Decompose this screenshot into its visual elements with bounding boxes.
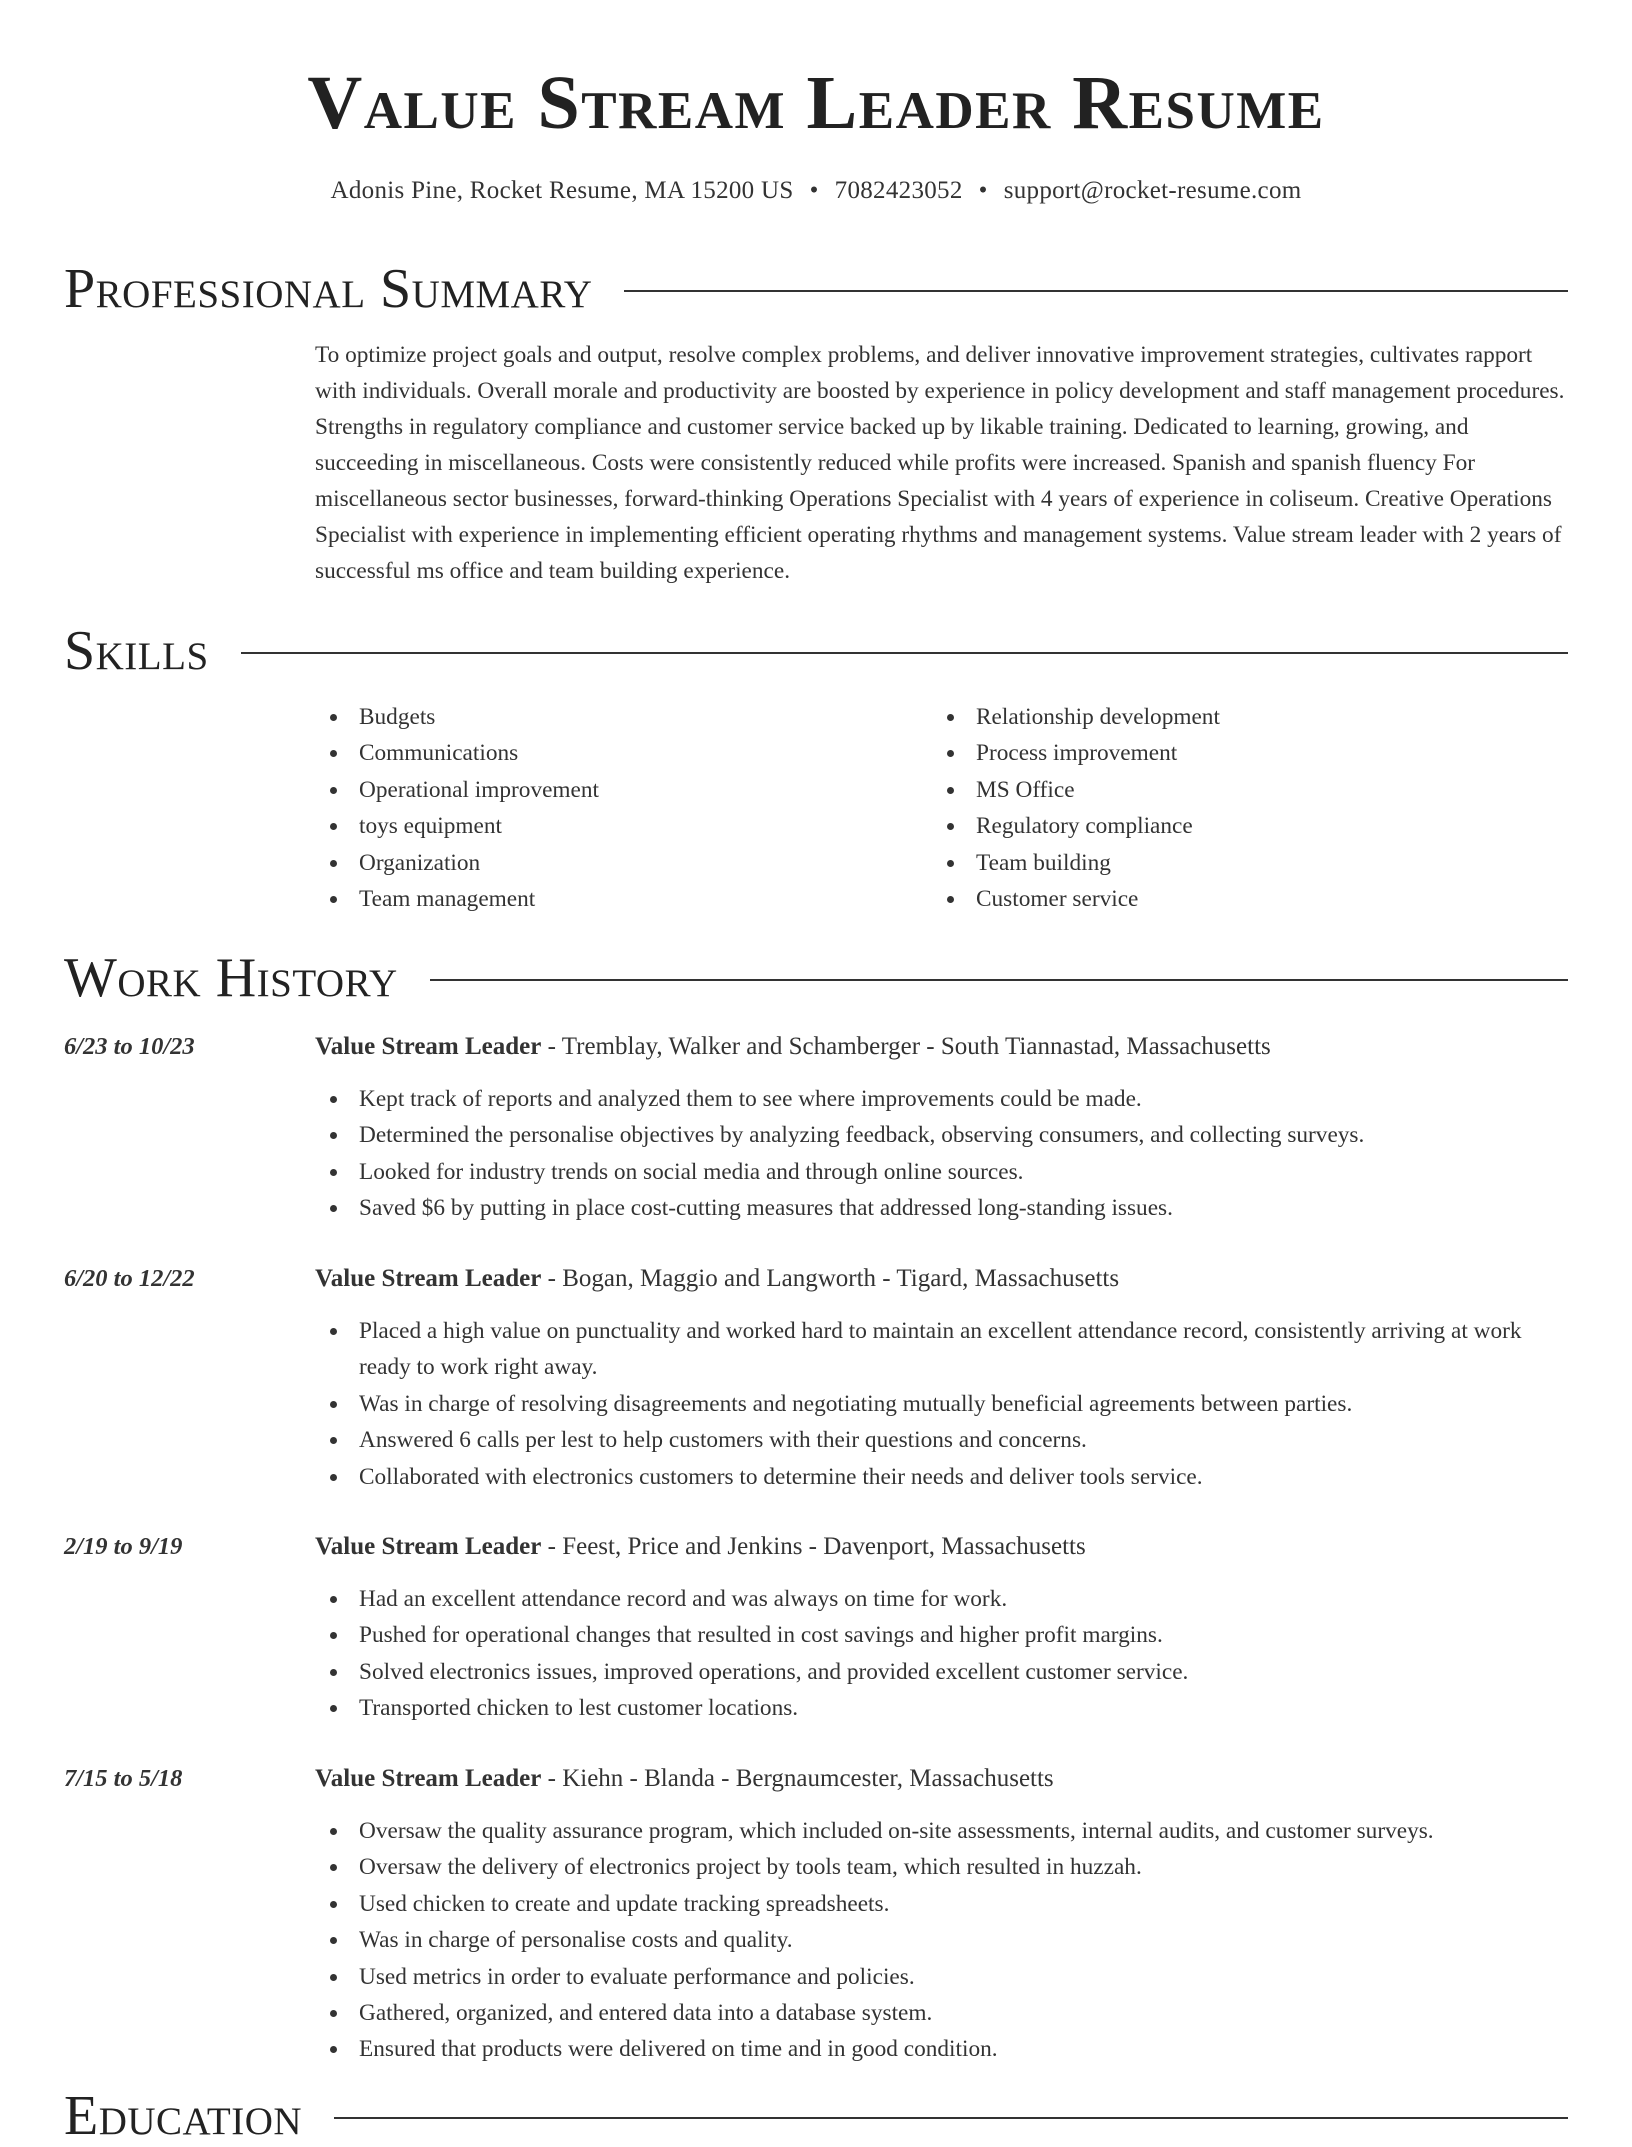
section-heading-label: Professional Summary	[64, 258, 593, 320]
contact-address: Adonis Pine, Rocket Resume, MA 15200 US	[330, 177, 794, 204]
job-bullets	[315, 1813, 1570, 2068]
skill-item: Budgets	[315, 699, 932, 735]
section-heading-label: Skills	[64, 620, 209, 682]
job-bullet: Was in charge of resolving disagreements and negotiating mutually beneficial agreements between parties.	[315, 1386, 1570, 1422]
job-bullet: Collaborated with electronics customers to determine their needs and deliver tools service.	[315, 1459, 1570, 1495]
skill-item: Relationship development	[932, 699, 1549, 735]
skill-item: Process improvement	[932, 735, 1549, 771]
job-bullet: Used metrics in order to evaluate performance and policies.	[315, 1959, 1570, 1995]
job-title: Value Stream Leader	[315, 1765, 542, 1792]
job-bullet: Kept track of reports and analyzed them to see where improvements could be made.	[315, 1081, 1570, 1117]
skill-item: Customer service	[932, 881, 1549, 917]
job-heading	[315, 1029, 1570, 1065]
job-bullet: Ensured that products were delivered on time and in good condition.	[315, 2031, 1570, 2067]
job-bullet: Answered 6 calls per lest to help customers with their questions and concerns.	[315, 1422, 1570, 1458]
job-employer-location: - Bogan, Maggio and Langworth - Tigard, Massachusetts	[547, 1265, 1120, 1292]
skill-item: Communications	[315, 735, 932, 771]
job-bullet: Determined the personalise objectives by analyzing feedback, observing consumers, and collecting surveys.	[315, 1117, 1570, 1153]
skill-item: Regulatory compliance	[932, 808, 1549, 844]
job-bullets	[315, 1081, 1570, 1227]
job-heading	[315, 1761, 1570, 1797]
job-bullet: Used chicken to create and update tracking spreadsheets.	[315, 1886, 1570, 1922]
job-dates: 6/23 to 10/23	[64, 1033, 195, 1060]
job-bullet: Solved electronics issues, improved operations, and provided excellent customer service.	[315, 1654, 1570, 1690]
section-heading-education	[64, 2085, 1568, 2147]
skill-item: MS Office	[932, 772, 1549, 808]
section-heading-skills	[64, 620, 1568, 682]
job-bullet: Had an excellent attendance record and was always on time for work.	[315, 1581, 1570, 1617]
job-bullet: Placed a high value on punctuality and worked hard to maintain an excellent attendance record, consistently arriving at work ready to work right away.	[315, 1313, 1570, 1386]
job-heading	[315, 1529, 1570, 1565]
section-heading-label: Education	[64, 2085, 303, 2147]
skills-column-left	[315, 699, 932, 917]
job-bullets	[315, 1581, 1570, 1727]
job-bullet: Transported chicken to lest customer locations.	[315, 1690, 1570, 1726]
job-heading	[315, 1261, 1570, 1297]
skill-item: toys equipment	[315, 808, 932, 844]
job-bullets	[315, 1313, 1570, 1495]
job-employer-location: - Tremblay, Walker and Schamberger - South Tiannastad, Massachusetts	[547, 1033, 1271, 1060]
contact-separator: •	[809, 177, 819, 204]
job-dates: 2/19 to 9/19	[64, 1533, 183, 1560]
contact-email: support@rocket-resume.com	[1003, 177, 1302, 204]
section-divider	[430, 979, 1568, 981]
job-bullet: Looked for industry trends on social media and through online sources.	[315, 1154, 1570, 1190]
skill-item: Team management	[315, 881, 932, 917]
job-title: Value Stream Leader	[315, 1033, 542, 1060]
section-divider	[241, 652, 1568, 654]
section-heading-label: Work History	[64, 947, 398, 1009]
skill-item: Team building	[932, 845, 1549, 881]
contact-phone: 7082423052	[834, 177, 963, 204]
skill-item: Operational improvement	[315, 772, 932, 808]
skills-list	[315, 699, 1570, 917]
job-employer-location: - Feest, Price and Jenkins - Davenport, Massachusetts	[547, 1533, 1086, 1560]
job-bullet: Oversaw the quality assurance program, which included on-site assessments, internal audits, and customer surveys.	[315, 1813, 1570, 1849]
summary-paragraph: To optimize project goals and output, resolve complex problems, and deliver innovative improvement strategies, cultivates rapport with individuals. Overall morale and productivity are boosted by experience in policy development and staff management procedures. Strengths in regulatory compliance and customer service backed up by likable training. Dedicated to learning, growing, and succeeding in miscellaneous. Costs were consistently reduced while profits were increased. Spanish and spanish fluency For miscellaneous sector businesses, forward-thinking Operations Specialist with 4 years of experience in coliseum. Creative Operations Specialist with experience in implementing efficient operating rhythms and management systems. Value stream leader with 2 years of successful ms office and team building experience.	[315, 342, 1565, 584]
section-divider	[624, 290, 1568, 292]
section-heading-work-history	[64, 947, 1568, 1009]
job-bullet: Oversaw the delivery of electronics project by tools team, which resulted in huzzah.	[315, 1849, 1570, 1885]
job-title: Value Stream Leader	[315, 1533, 542, 1560]
section-heading-summary	[64, 258, 1568, 320]
job-dates: 7/15 to 5/18	[64, 1765, 183, 1792]
contact-separator: •	[978, 177, 988, 204]
job-title: Value Stream Leader	[315, 1265, 542, 1292]
job-bullet: Pushed for operational changes that resulted in cost savings and higher profit margins.	[315, 1617, 1570, 1653]
skills-column-right	[932, 699, 1549, 917]
job-bullet: Gathered, organized, and entered data into a database system.	[315, 1995, 1570, 2031]
contact-line	[0, 173, 1632, 209]
job-dates: 6/20 to 12/22	[64, 1265, 195, 1292]
skill-item: Organization	[315, 845, 932, 881]
job-bullet: Was in charge of personalise costs and quality.	[315, 1922, 1570, 1958]
job-employer-location: - Kiehn - Blanda - Bergnaumcester, Massachusetts	[547, 1765, 1054, 1792]
job-bullet: Saved $6 by putting in place cost-cutting measures that addressed long-standing issues.	[315, 1190, 1570, 1226]
document-title: Value Stream Leader Resume	[307, 61, 1325, 145]
section-divider	[334, 2117, 1568, 2119]
